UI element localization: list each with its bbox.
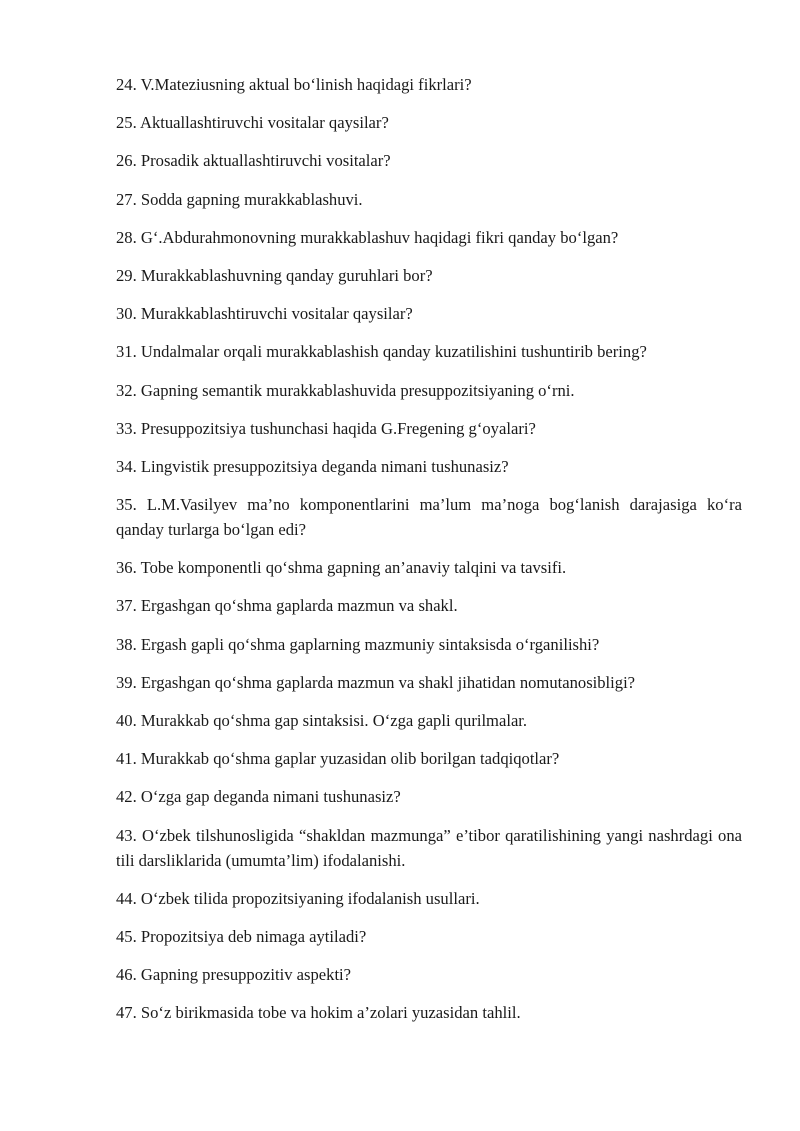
- question-28: 28. G‘.Abdurahmonovning murakkablashuv haqidagi fikri qanday bo‘lgan?: [116, 227, 619, 247]
- question-32: 32. Gapning semantik murakkablashuvida presuppozitsiyaning o‘rni.: [116, 380, 575, 400]
- question-31: 31. Undalmalar orqali murakkablashish qanday kuzatilishini tushuntirib bering?: [116, 342, 647, 362]
- question-24: 24. V.Mateziusning aktual bo‘linish haqidagi fikrlari?: [116, 75, 472, 94]
- question-37: 37. Ergashgan qo‘shma gaplarda mazmun va shakl.: [116, 596, 458, 616]
- question-46: 46. Gapning presuppozitiv aspekti?: [116, 965, 352, 985]
- question-41: 41. Murakkab qo‘shma gaplar yuzasidan olib borilgan tadqiqotlar?: [116, 749, 560, 769]
- question-27: 27. Sodda gapning murakkablashuvi.: [116, 189, 363, 209]
- question-list: [116, 72, 742, 1025]
- question-42: 42. O‘zga gap deganda nimani tushunasiz?: [116, 787, 401, 807]
- question-39: 39. Ergashgan qo‘shma gaplarda mazmun va shakl jihatidan nomutanosibligi?: [116, 672, 636, 692]
- question-33: 33. Presuppozitsiya tushunchasi haqida G.Fregening g‘oyalari?: [116, 418, 536, 438]
- question-40: 40. Murakkab qo‘shma gap sintaksisi. O‘zga gapli qurilmalar.: [116, 711, 528, 730]
- question-30: 30. Murakkablashtiruvchi vositalar qaysilar?: [116, 304, 413, 324]
- question-45: 45. Propozitsiya deb nimaga aytiladi?: [116, 926, 367, 946]
- question-26: 26. Prosadik aktuallashtiruvchi vositalar?: [116, 151, 391, 171]
- question-43: 43. O‘zbek tilshunosligida “shakldan mazmunga” e’tibor qaratilishining yangi nashrdagi ona tili darsliklarida (umumta’lim) ifodalanishi.: [116, 825, 742, 870]
- question-34: 34. Lingvistik presuppozitsiya deganda nimani tushunasiz?: [116, 456, 509, 476]
- question-25: 25. Aktuallashtiruvchi vositalar qaysilar?: [116, 113, 389, 133]
- question-29: 29. Murakkablashuvning qanday guruhlari bor?: [116, 265, 433, 285]
- question-38: 38. Ergash gapli qo‘shma gaplarning mazmuniy sintaksisda o‘rganilishi?: [116, 634, 600, 654]
- question-47: 47. So‘z birikmasida tobe va hokim a’zolari yuzasidan tahlil.: [116, 1003, 521, 1023]
- question-35: 35. L.M.Vasilyev ma’no komponentlarini ma’lum ma’noga bog‘lanish darajasiga ko‘ra qanday turlarga bo‘lgan edi?: [116, 495, 742, 540]
- question-44: 44. O‘zbek tilida propozitsiyaning ifodalanish usullari.: [116, 888, 480, 908]
- question-36: 36. Tobe komponentli qo‘shma gapning an’anaviy talqini va tavsifi.: [116, 558, 567, 578]
